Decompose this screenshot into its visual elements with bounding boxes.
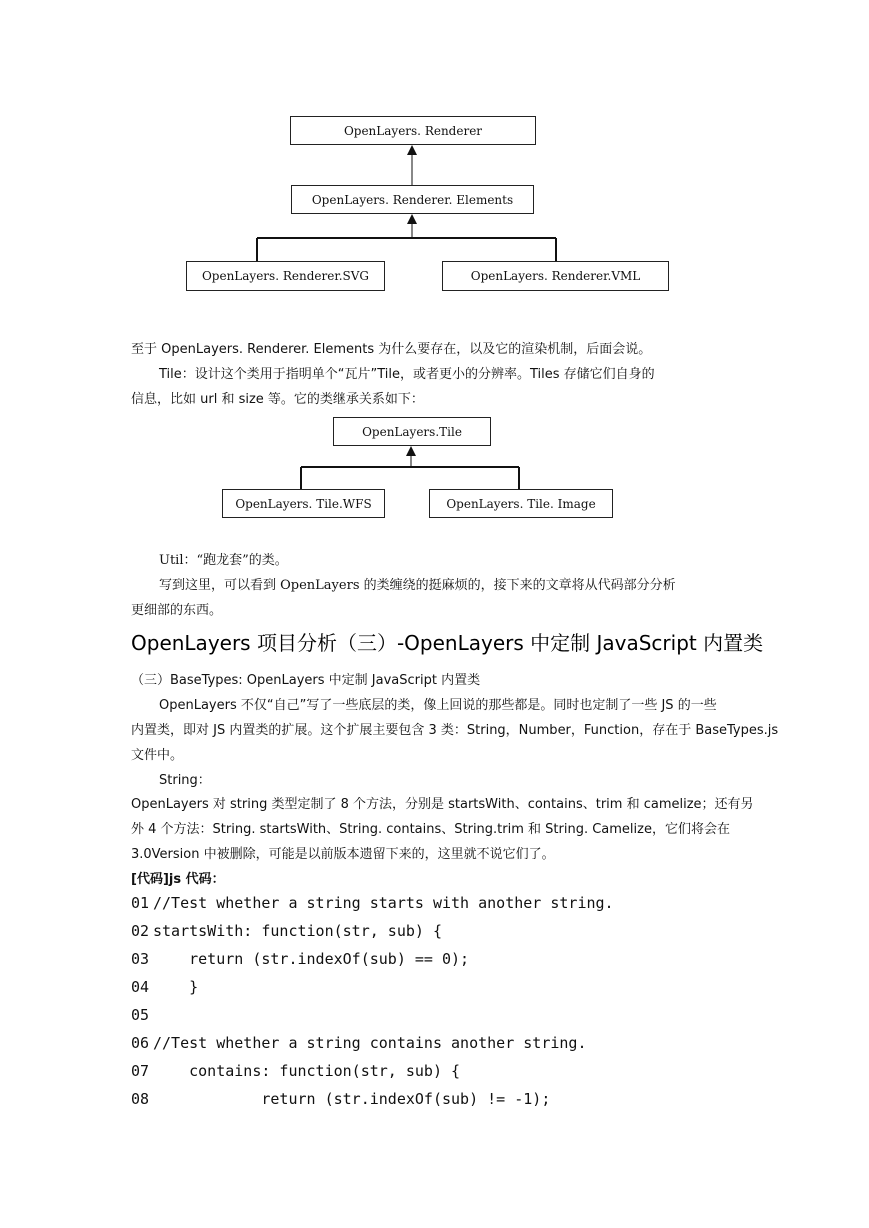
string-label: String： [159, 773, 211, 788]
renderer-svg-class-box: OpenLayers. Renderer.SVG [186, 261, 385, 291]
code-line-text: startsWith: function(str, sub) { [153, 922, 442, 940]
tile-description-line1: Tile：设计这个类用于指明单个“瓦片”Tile，或者更小的分辨率。Tiles 存储它们自身的 [159, 367, 655, 382]
string-para-line1: OpenLayers 对 string 类型定制了 8 个方法，分别是 startsWith、contains、trim 和 camelize；还有另 [131, 797, 754, 812]
tile-wfs-class-box: OpenLayers. Tile.WFS [222, 489, 385, 518]
renderer-class-box: OpenLayers. Renderer [290, 116, 536, 145]
code-line-text: return (str.indexOf(sub) == 0); [153, 950, 470, 968]
summary-line1: 写到这里，可以看到 OpenLayers 的类缠绕的挺麻烦的，接下来的文章将从代码部分分析 [159, 578, 676, 593]
code-line-number: 03 [131, 950, 150, 968]
string-para-line2: 外 4 个方法：String. startsWith、String. contains、String.trim 和 String. Camelize，它们将会在 [131, 822, 730, 837]
basetypes-para-line2: 内置类，即对 JS 内置类的扩展。这个扩展主要包含 3 类：String，Number，Function，存在于 BaseTypes.js [131, 723, 779, 738]
code-line [131, 973, 198, 1001]
renderer-elements-class-box: OpenLayers. Renderer. Elements [291, 185, 534, 214]
util-description: Util：“跑龙套”的类。 [159, 553, 288, 568]
tile-image-class-box: OpenLayers. Tile. Image [429, 489, 613, 518]
code-line [131, 1001, 153, 1029]
code-line [131, 889, 614, 917]
string-para-line3: 3.0Version 中被删除，可能是以前版本遗留下来的，这里就不说它们了。 [131, 847, 555, 862]
code-line-number: 01 [131, 894, 150, 912]
renderer-vml-class-box: OpenLayers. Renderer.VML [442, 261, 669, 291]
code-line [131, 945, 469, 973]
summary-line2: 更细部的东西。 [131, 603, 223, 618]
code-label: [代码]js 代码： [131, 872, 225, 887]
tile-description-line2: 信息，比如 url 和 size 等。它的类继承关系如下： [131, 392, 424, 407]
code-line-number: 06 [131, 1034, 150, 1052]
code-line [131, 1085, 550, 1113]
code-line-number: 07 [131, 1062, 150, 1080]
basetypes-para-line3: 文件中。 [131, 748, 184, 763]
code-line-text: contains: function(str, sub) { [153, 1062, 461, 1080]
tile-class-box: OpenLayers.Tile [333, 417, 491, 446]
code-line-number: 08 [131, 1090, 150, 1108]
code-line-number: 04 [131, 978, 150, 996]
renderer-elements-note: 至于 OpenLayers. Renderer. Elements 为什么要存在，以及它的渲染机制，后面会说。 [131, 342, 652, 357]
code-line [131, 1057, 460, 1085]
code-line-text: return (str.indexOf(sub) != -1); [153, 1090, 551, 1108]
code-line-text: //Test whether a string starts with another string. [153, 894, 614, 912]
code-line-number: 05 [131, 1006, 150, 1024]
code-line [131, 1029, 586, 1057]
code-line-number: 02 [131, 922, 150, 940]
basetypes-para-line1: OpenLayers 不仅“自己”写了一些底层的类，像上回说的那些都是。同时也定制了一些 JS 的一些 [159, 698, 717, 713]
section-heading: OpenLayers 项目分析（三）-OpenLayers 中定制 JavaScript 内置类 [131, 631, 764, 655]
code-line [131, 917, 442, 945]
code-line-text: //Test whether a string contains another string. [153, 1034, 587, 1052]
basetypes-subtitle: （三）BaseTypes: OpenLayers 中定制 JavaScript 内置类 [131, 673, 481, 688]
code-line-text: } [153, 978, 199, 996]
